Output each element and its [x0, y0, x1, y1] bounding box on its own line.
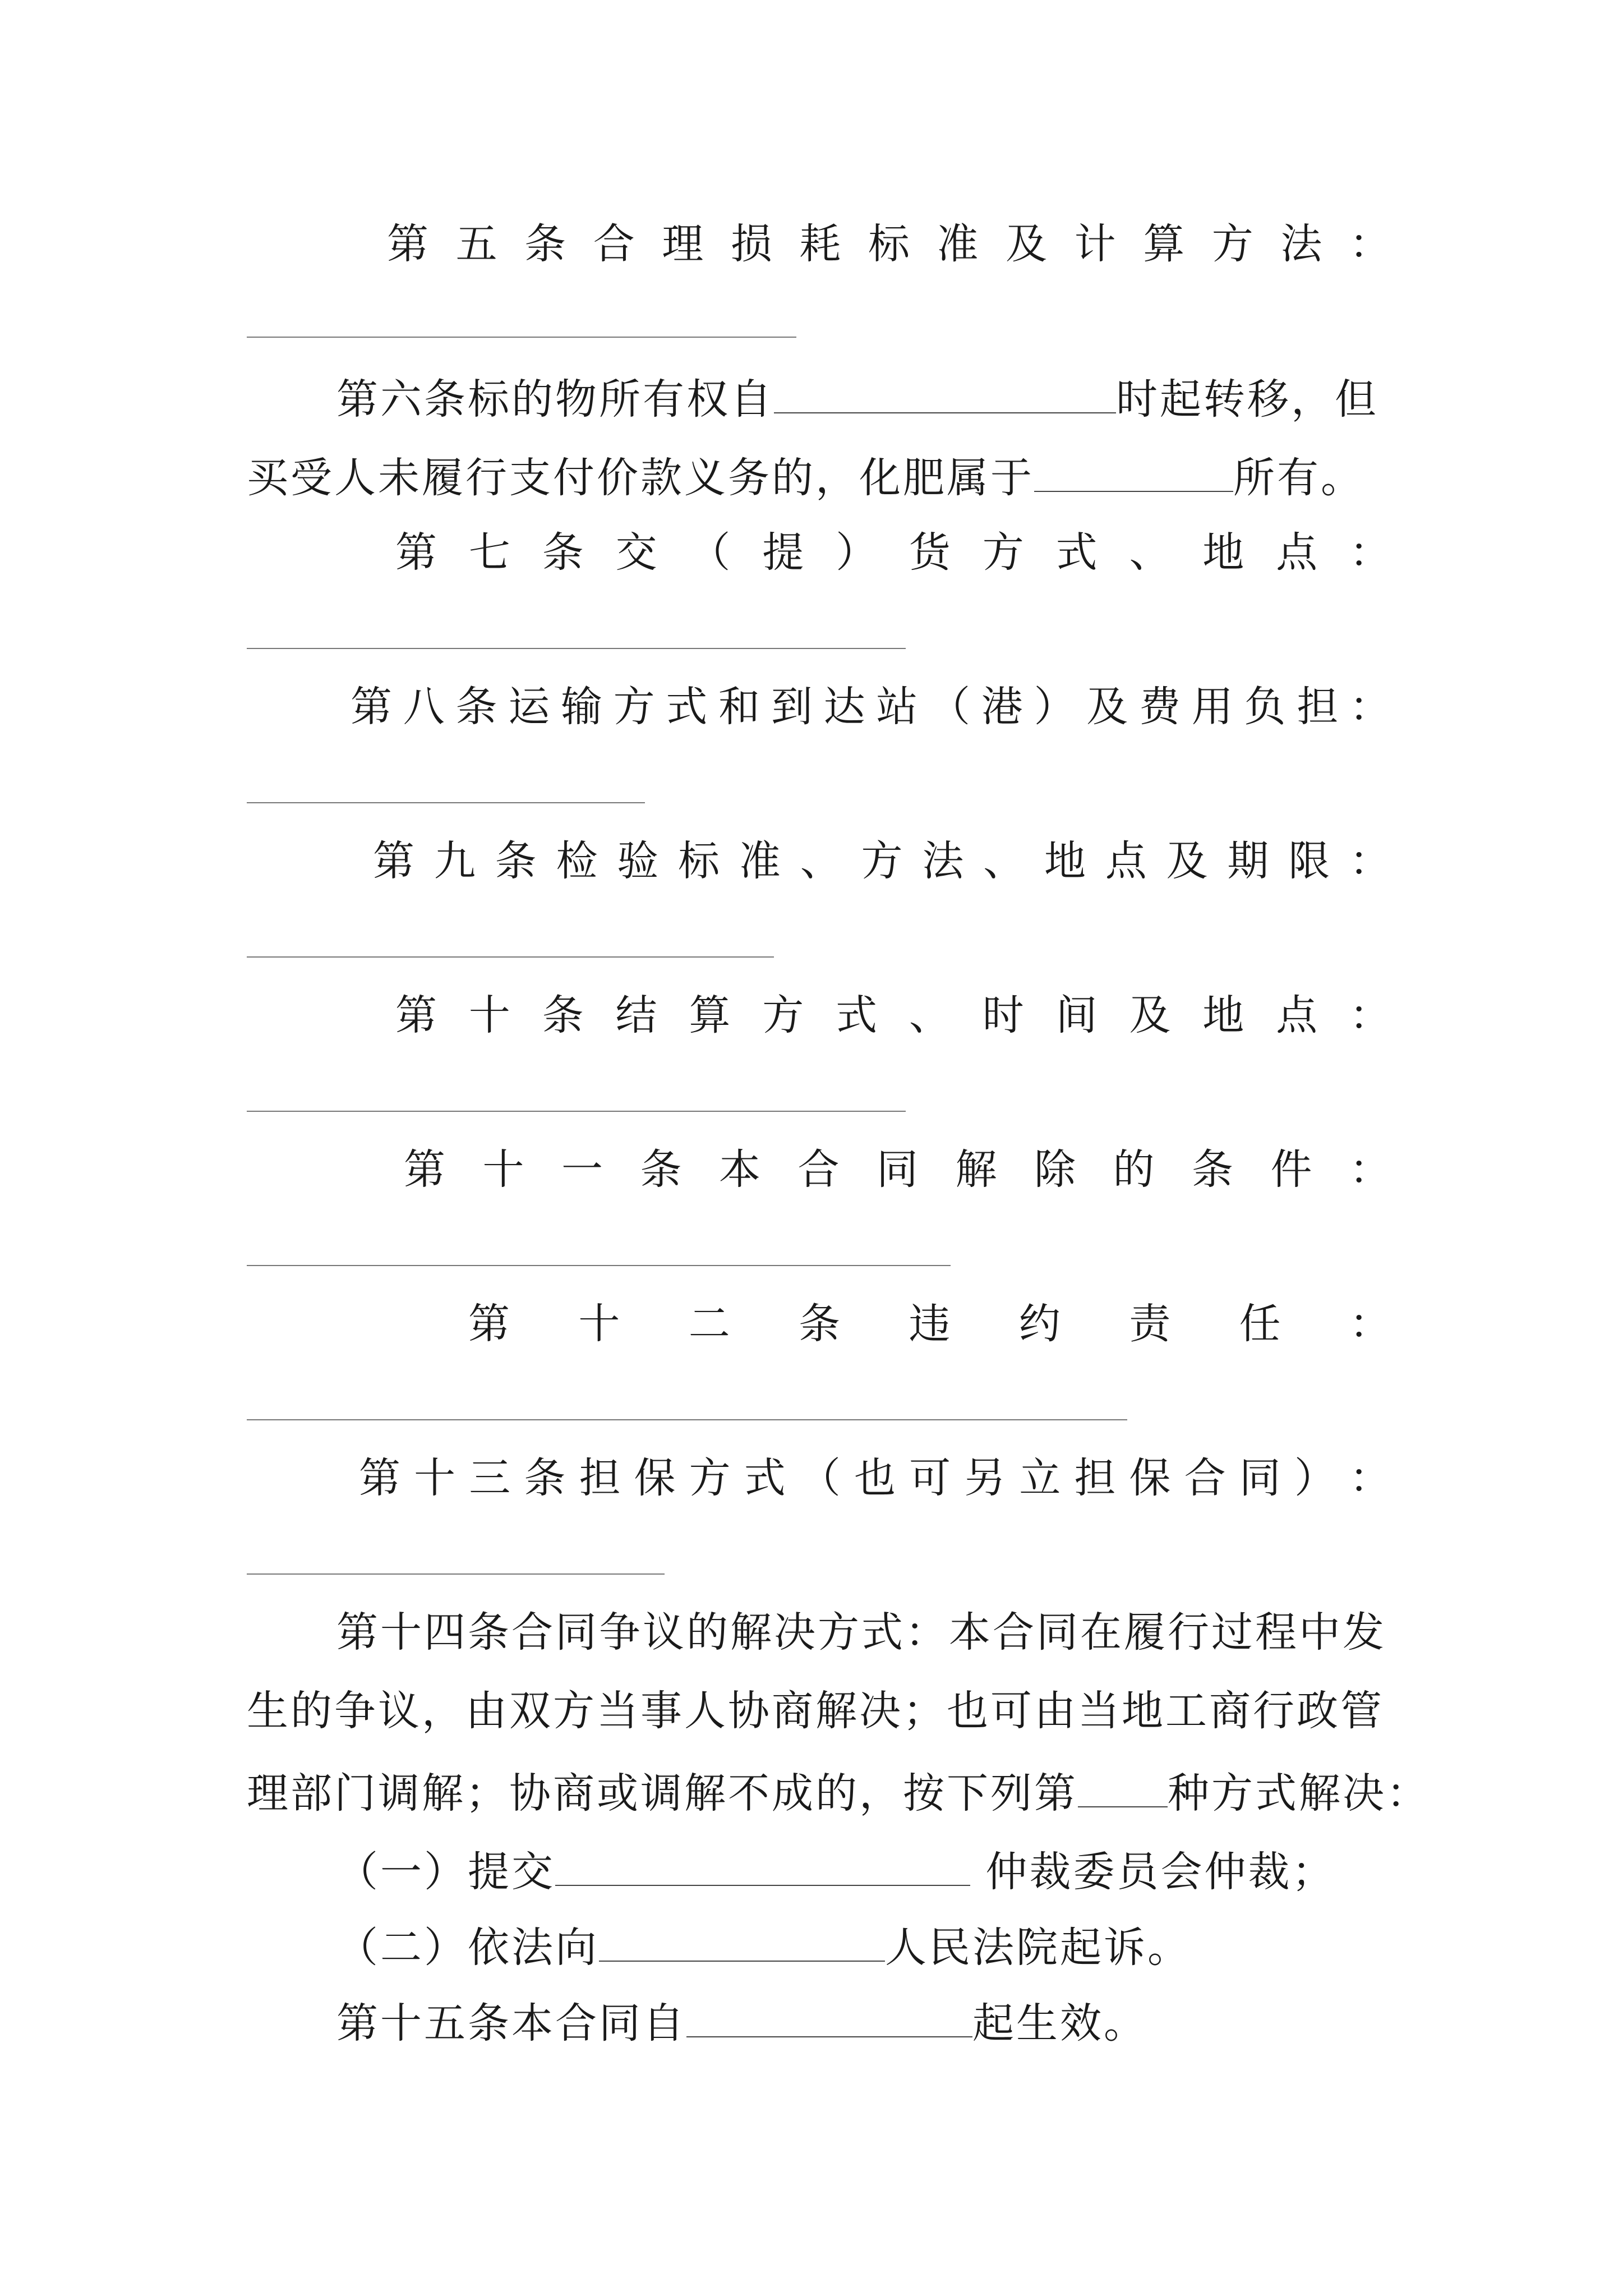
a5-char: 理	[662, 220, 704, 268]
a11-char: 同	[877, 1145, 918, 1194]
article-11-heading	[404, 1142, 1391, 1198]
a8-char: 站	[876, 683, 918, 731]
a13-char: ：	[1349, 1454, 1391, 1502]
a9-char: 及	[1166, 837, 1208, 885]
option-2-text-b: 人民法院起诉。	[885, 1924, 1191, 1972]
a9-char: 准	[739, 837, 781, 885]
a12-char: 责	[1129, 1300, 1171, 1348]
a9-char: 地	[1044, 837, 1086, 885]
a8-char: 及	[1086, 683, 1128, 731]
a13-char: 十	[414, 1454, 456, 1502]
a10-char: 十	[468, 991, 510, 1039]
method-number-blank[interactable]	[1078, 1761, 1168, 1807]
article-14-text-a: 理部门调解；协商或调解不成的，按下列第	[247, 1769, 1078, 1818]
effective-date-blank[interactable]	[686, 1991, 972, 2037]
a12-char: 十	[578, 1300, 620, 1348]
a9-char: 验	[617, 837, 659, 885]
article-5-heading	[387, 216, 1391, 272]
a13-char: 立	[1019, 1454, 1061, 1502]
a10-char: ：	[1349, 991, 1391, 1039]
a10-char: 算	[689, 991, 731, 1039]
a11-char: 合	[797, 1145, 840, 1194]
a13-char: 合	[1184, 1454, 1226, 1502]
a8-char: 担	[1297, 683, 1339, 731]
a7-char: 条	[542, 528, 584, 577]
a8-char: 八	[403, 683, 445, 731]
a11-char: 条	[1192, 1145, 1233, 1194]
article-13-heading	[359, 1450, 1391, 1506]
article-12-fill-line[interactable]	[247, 1419, 1127, 1420]
article-6-text-b: 时起转移，但	[1116, 375, 1378, 424]
a13-char: 保	[1129, 1454, 1171, 1502]
article-6-text-d: 所有。	[1233, 454, 1364, 502]
a11-char: 一	[561, 1145, 603, 1194]
ownership-time-blank[interactable]	[774, 367, 1116, 413]
a5-char: 准	[937, 220, 979, 268]
article-11-fill-line[interactable]	[247, 1265, 951, 1266]
a9-char: 点	[1105, 837, 1147, 885]
a12-char: 任	[1239, 1300, 1281, 1348]
a5-char: ：	[1349, 220, 1391, 268]
option-2-text-a: （二）依法向	[336, 1924, 599, 1972]
a9-char: 标	[678, 837, 720, 885]
a12-char: 违	[909, 1300, 951, 1348]
a5-char: 算	[1143, 220, 1185, 268]
a11-char: ：	[1349, 1145, 1391, 1194]
a7-char: 式	[1055, 528, 1098, 577]
a13-char: 同	[1239, 1454, 1281, 1502]
a7-char: 、	[1129, 528, 1171, 577]
a11-char: 第	[404, 1145, 445, 1194]
a5-char: 耗	[799, 220, 841, 268]
a5-char: 第	[387, 220, 428, 268]
a10-char: 方	[762, 991, 804, 1039]
a9-char: 方	[861, 837, 903, 885]
a11-char: 件	[1270, 1145, 1312, 1194]
a5-char: 五	[455, 220, 497, 268]
article-7-fill-line[interactable]	[247, 648, 906, 649]
a8-char: ：	[1349, 683, 1391, 731]
a7-char: 提	[762, 528, 804, 577]
a7-char: 交	[615, 528, 657, 577]
a9-char: 、	[983, 837, 1025, 885]
a12-char: 条	[799, 1300, 841, 1348]
a8-char: ）	[1034, 683, 1076, 731]
a9-char: 条	[495, 837, 537, 885]
owner-blank[interactable]	[1034, 446, 1233, 492]
a8-char: 运	[508, 683, 550, 731]
a13-char: 式	[744, 1454, 786, 1502]
a8-char: 条	[455, 683, 497, 731]
article-6-text-a: 第六条标的物所有权自	[336, 375, 774, 424]
a11-char: 的	[1113, 1145, 1155, 1194]
a7-char: 货	[909, 528, 951, 577]
a7-char: ：	[1349, 528, 1391, 577]
a12-char: ：	[1349, 1300, 1391, 1348]
a10-char: 地	[1202, 991, 1244, 1039]
article-15-text-b: 起生效。	[972, 1999, 1147, 2047]
a13-char: ）	[1294, 1454, 1336, 1502]
a11-char: 除	[1034, 1145, 1076, 1194]
a7-char: 七	[468, 528, 510, 577]
a8-char: 和	[718, 683, 760, 731]
a12-char: 第	[468, 1300, 510, 1348]
a11-char: 解	[955, 1145, 997, 1194]
a10-char: 结	[615, 991, 657, 1039]
a13-char: 方	[689, 1454, 731, 1502]
a8-char: （	[929, 683, 971, 731]
article-8-heading	[351, 679, 1391, 735]
article-9-heading	[373, 833, 1391, 889]
article-10-heading	[395, 987, 1391, 1043]
a8-char: 费	[1139, 683, 1181, 731]
article-6-line-1	[336, 367, 1391, 427]
a7-char: 第	[395, 528, 437, 577]
a8-char: 到	[771, 683, 813, 731]
a10-char: 及	[1129, 991, 1171, 1039]
a13-char: 也	[854, 1454, 896, 1502]
a9-char: 第	[373, 837, 414, 885]
article-13-fill-line[interactable]	[247, 1573, 665, 1575]
a11-char: 十	[482, 1145, 524, 1194]
a7-char: 方	[982, 528, 1024, 577]
a13-char: 第	[359, 1454, 400, 1502]
arbitration-committee-blank[interactable]	[555, 1840, 970, 1886]
a13-char: 另	[964, 1454, 1006, 1502]
a10-char: 条	[542, 991, 584, 1039]
option-1-text-b: 仲裁委员会仲裁；	[970, 1848, 1336, 1896]
article-5-fill-line[interactable]	[247, 337, 796, 338]
a8-char: 负	[1244, 683, 1286, 731]
a9-char: 法	[922, 837, 964, 885]
a7-char: 点	[1276, 528, 1318, 577]
court-blank[interactable]	[599, 1916, 885, 1962]
a5-char: 及	[1006, 220, 1048, 268]
a5-char: 损	[730, 220, 772, 268]
a7-char: ）	[836, 528, 878, 577]
a10-char: 间	[1055, 991, 1098, 1039]
article-9-fill-line[interactable]	[247, 956, 774, 958]
a7-char: 地	[1202, 528, 1244, 577]
option-1-text-a: （一）提交	[336, 1848, 555, 1896]
article-12-heading	[468, 1296, 1391, 1352]
a5-char: 标	[868, 220, 910, 268]
a10-char: 第	[395, 991, 437, 1039]
article-14-line-1: 第十四条合同争议的解决方式：本合同在履行过程中发	[336, 1608, 1386, 1657]
a13-char: 条	[524, 1454, 566, 1502]
a8-char: 方	[613, 683, 655, 731]
article-15-line	[336, 1991, 1391, 2051]
a12-char: 二	[688, 1300, 730, 1348]
a9-char: 限	[1288, 837, 1330, 885]
a8-char: 用	[1191, 683, 1233, 731]
a13-char: 担	[1074, 1454, 1116, 1502]
article-14-line-2: 生的争议，由双方当事人协商解决；也可由当地工商行政管	[247, 1687, 1384, 1735]
a10-char: 点	[1276, 991, 1318, 1039]
article-10-fill-line[interactable]	[247, 1111, 906, 1112]
a5-char: 条	[524, 220, 566, 268]
a10-char: 时	[982, 991, 1024, 1039]
article-7-heading	[395, 524, 1391, 581]
a5-char: 计	[1074, 220, 1116, 268]
option-1-line	[336, 1840, 1391, 1900]
article-14-line-3	[247, 1761, 1430, 1821]
a9-char: 、	[800, 837, 842, 885]
a11-char: 条	[640, 1145, 682, 1194]
article-15-text-a: 第十五条本合同自	[336, 1999, 686, 2047]
article-8-fill-line[interactable]	[247, 802, 645, 803]
a13-char: 三	[469, 1454, 511, 1502]
a13-char: 保	[634, 1454, 676, 1502]
a12-char: 约	[1018, 1300, 1061, 1348]
a13-char: （	[799, 1454, 841, 1502]
a8-char: 港	[981, 683, 1023, 731]
a7-char: （	[689, 528, 731, 577]
article-6-text-c: 买受人未履行支付价款义务的，化肥属于	[247, 454, 1034, 502]
a9-char: 期	[1227, 837, 1269, 885]
a9-char: 九	[434, 837, 476, 885]
a8-char: 达	[823, 683, 865, 731]
a9-char: 检	[556, 837, 598, 885]
a5-char: 合	[593, 220, 635, 268]
a8-char: 输	[560, 683, 602, 731]
a10-char: 、	[909, 991, 951, 1039]
option-2-line	[336, 1916, 1391, 1976]
a8-char: 第	[351, 683, 392, 731]
a11-char: 本	[719, 1145, 760, 1194]
a5-char: 方	[1211, 220, 1253, 268]
a9-char: ：	[1349, 837, 1391, 885]
a10-char: 式	[836, 991, 878, 1039]
a5-char: 法	[1280, 220, 1322, 268]
article-14-text-b: 种方式解决：	[1168, 1769, 1430, 1818]
a13-char: 可	[909, 1454, 951, 1502]
a8-char: 式	[666, 683, 708, 731]
article-6-line-2	[247, 446, 1391, 506]
a13-char: 担	[579, 1454, 621, 1502]
